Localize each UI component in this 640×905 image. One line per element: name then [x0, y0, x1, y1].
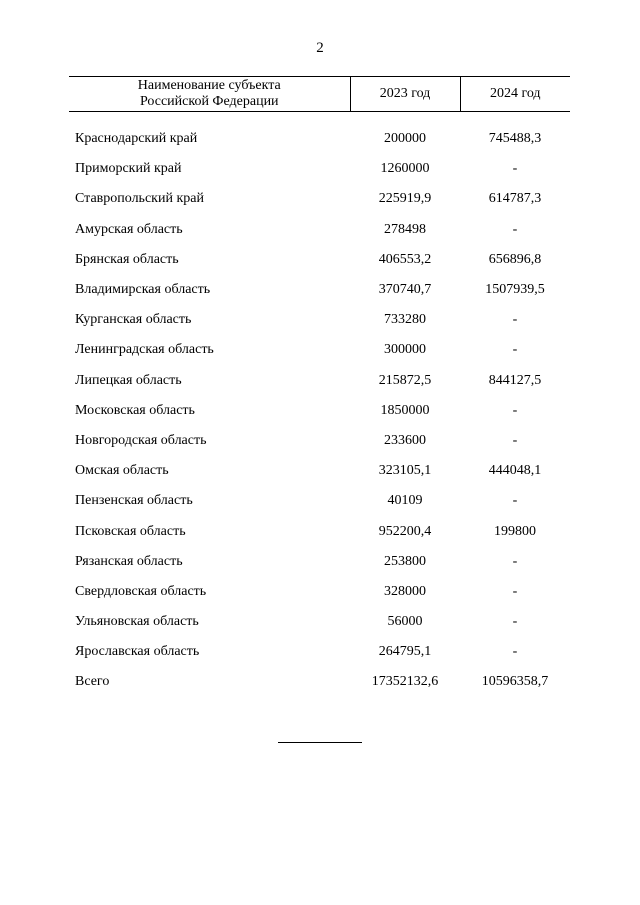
table-total-row [69, 667, 570, 697]
table-row [69, 305, 570, 335]
region-name-cell: Пензенская область [75, 493, 193, 509]
table-row [69, 154, 570, 184]
table-row [69, 547, 570, 577]
region-name-cell: Ставропольский край [75, 191, 204, 207]
region-name-cell: Липецкая область [75, 372, 182, 388]
table-row [69, 112, 570, 155]
table-row [69, 637, 570, 667]
table-row [69, 275, 570, 305]
value-2023-cell: 370740,7 [378, 282, 432, 298]
value-2024-cell: 745488,3 [488, 131, 542, 147]
region-name-cell: Всего [75, 674, 110, 690]
table-row [69, 245, 570, 275]
table-row [69, 486, 570, 516]
value-2024-cell: - [512, 644, 518, 660]
region-name-cell: Свердловская область [75, 583, 207, 599]
value-2023-cell: 225919,9 [378, 191, 432, 207]
value-2023-cell: 406553,2 [378, 251, 432, 267]
value-2024-cell: - [512, 583, 518, 599]
region-name-cell: Ульяновская область [75, 614, 199, 630]
value-2024-cell: - [512, 342, 518, 358]
table-row [69, 215, 570, 245]
region-name-cell: Приморский край [75, 161, 182, 177]
value-2023-cell: 253800 [384, 553, 426, 569]
value-2023-cell: 233600 [384, 432, 426, 448]
region-name-cell: Амурская область [75, 221, 183, 237]
page-number: 2 [316, 40, 324, 56]
region-name-cell: Омская область [75, 463, 169, 479]
value-2023-cell: 17352132,6 [371, 674, 439, 690]
region-name-cell: Псковская область [75, 523, 186, 539]
region-name-cell: Курганская область [75, 312, 192, 328]
value-2024-cell: - [512, 493, 518, 509]
funding-table [69, 76, 570, 698]
value-2023-cell: 200000 [384, 131, 426, 147]
value-2024-cell: 656896,8 [488, 251, 542, 267]
header-year-2024: 2024 год [460, 77, 570, 112]
table-row [69, 396, 570, 426]
table-header-row [69, 77, 570, 112]
value-2024-cell: - [512, 553, 518, 569]
value-2023-cell: 328000 [384, 583, 426, 599]
table-row [69, 607, 570, 637]
header-region-name-line1: Наименование субъекта [137, 78, 281, 93]
table-row [69, 184, 570, 214]
table-row [69, 516, 570, 546]
value-2024-cell: 1507939,5 [485, 282, 545, 298]
region-name-cell: Ленинградская область [75, 342, 214, 358]
value-2023-cell: 56000 [387, 614, 423, 630]
region-name-cell: Рязанская область [75, 553, 183, 569]
value-2024-cell: 614787,3 [488, 191, 542, 207]
table-body [69, 112, 570, 698]
value-2023-cell: 1260000 [380, 161, 430, 177]
header-region-name [69, 77, 350, 112]
value-2024-cell: 199800 [494, 523, 536, 539]
value-2024-cell: - [512, 312, 518, 328]
value-2023-cell: 952200,4 [378, 523, 432, 539]
value-2023-cell: 323105,1 [378, 463, 432, 479]
value-2023-cell: 1850000 [380, 402, 430, 418]
header-region-name-line2: Российской Федерации [139, 94, 279, 109]
table-row [69, 456, 570, 486]
table-row [69, 335, 570, 365]
value-2024-cell: 444048,1 [488, 463, 542, 479]
region-name-cell: Краснодарский край [75, 131, 198, 147]
value-2023-cell: 215872,5 [378, 372, 432, 388]
table-row [69, 366, 570, 396]
value-2023-cell: 264795,1 [378, 644, 432, 660]
region-name-cell: Владимирская область [75, 282, 211, 298]
table-row [69, 426, 570, 456]
value-2023-cell: 40109 [387, 493, 423, 509]
header-year-2023: 2023 год [350, 77, 460, 112]
value-2023-cell: 278498 [384, 221, 426, 237]
table-row [69, 577, 570, 607]
value-2024-cell: - [512, 161, 518, 177]
value-2024-cell: - [512, 221, 518, 237]
value-2024-cell: - [512, 614, 518, 630]
value-2024-cell: - [512, 402, 518, 418]
region-name-cell: Ярославская область [75, 644, 200, 660]
funding-table-container [69, 76, 570, 698]
value-2024-cell: - [512, 432, 518, 448]
value-2023-cell: 733280 [384, 312, 426, 328]
value-2024-cell: 844127,5 [488, 372, 542, 388]
region-name-cell: Новгородская область [75, 432, 207, 448]
region-name-cell: Московская область [75, 402, 195, 418]
value-2023-cell: 300000 [384, 342, 426, 358]
value-2024-cell: 10596358,7 [481, 674, 549, 690]
end-divider-line [278, 742, 362, 743]
region-name-cell: Брянская область [75, 251, 179, 267]
